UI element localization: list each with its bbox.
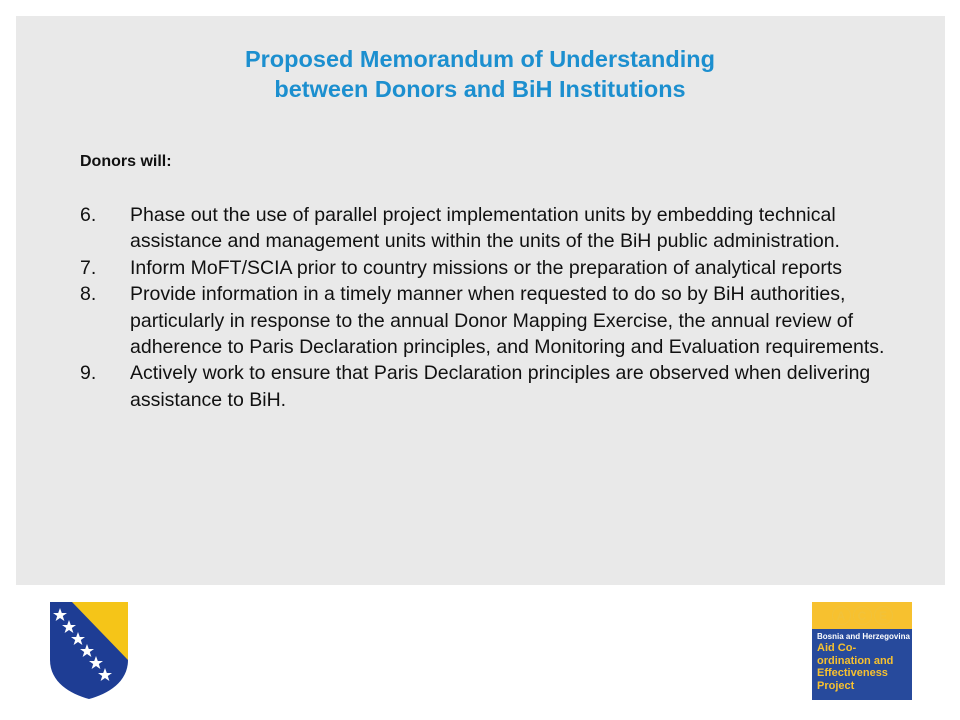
section-heading: Donors will:	[80, 153, 172, 170]
list-item	[80, 360, 910, 413]
logo-letter: E	[874, 606, 893, 625]
item-text: Inform MoFT/SCIA prior to country missions or the preparation of analytical reports	[130, 256, 843, 279]
commitment-list	[80, 202, 910, 413]
item-number: 8.	[80, 283, 97, 306]
title-line-1: Proposed Memorandum of Understanding	[244, 46, 716, 72]
item-number: 7.	[80, 256, 97, 279]
logo-letter: A	[832, 606, 851, 625]
logo-project-name: Aid Co-ordination and Effectiveness Project	[817, 642, 894, 692]
list-item	[80, 255, 910, 281]
logo-letters	[812, 602, 912, 629]
ace-project-logo	[812, 602, 912, 700]
item-number: 6.	[80, 204, 97, 226]
bih-coat-of-arms-icon	[50, 602, 128, 699]
item-text: Phase out the use of parallel project implementation units by embedding technical assistance and management units within the units of the BiH public administration.	[130, 204, 840, 253]
logo-country: Bosnia and Herzegovina	[817, 632, 910, 641]
title-line-2: between Donors and BiH Institutions	[274, 76, 686, 102]
slide-title	[0, 44, 960, 104]
item-text: Actively work to ensure that Paris Declaration principles are observed when delivering assistance to BiH.	[130, 362, 871, 411]
logo-letter: C	[853, 606, 872, 625]
list-item	[80, 281, 910, 360]
item-number: 9.	[80, 362, 97, 385]
item-text: Provide information in a timely manner when requested to do so by BiH authorities, particularly in response to the annual Donor Mapping Exercise, the annual review of adherence to Paris Declaration principles, and Monitoring and Evaluation requirements.	[130, 283, 885, 359]
list-item	[80, 202, 910, 255]
